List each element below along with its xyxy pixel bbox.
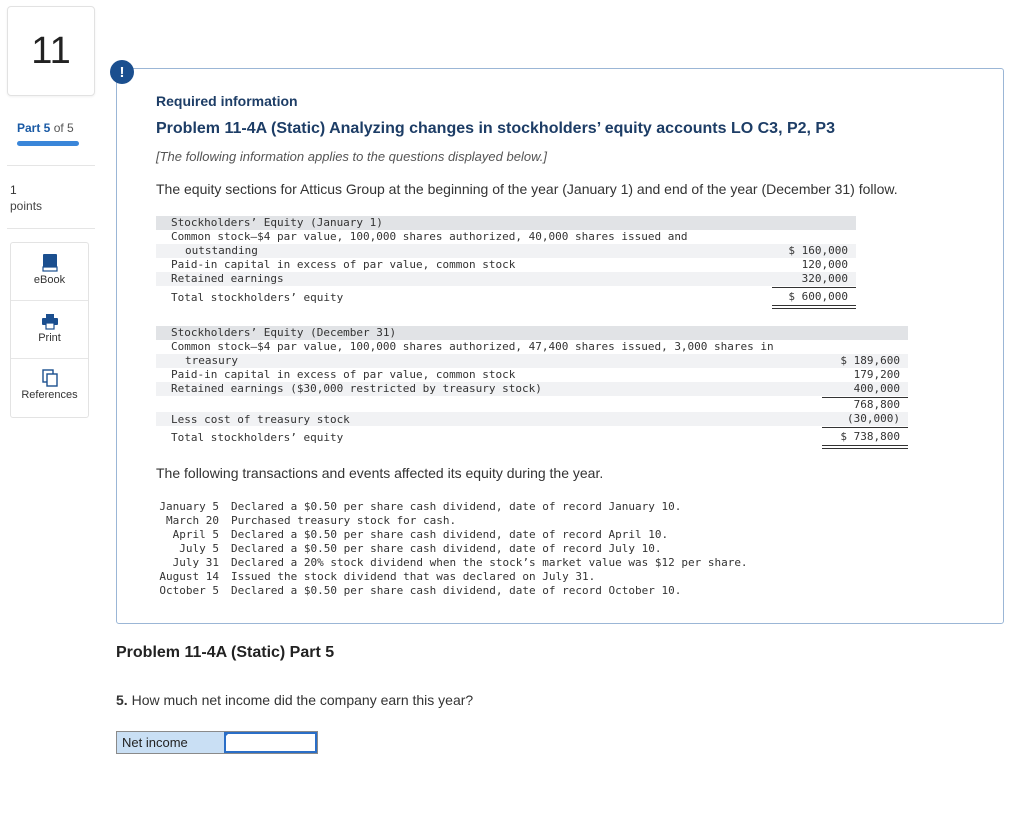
transaction-date: October 5 [159,584,219,597]
part-current: Part 5 [17,121,51,135]
dec-row-label: Paid-in capital in excess of par value, common stock [171,368,516,381]
ebook-button[interactable] [11,253,88,286]
ebook-label: eBook [33,274,66,286]
dec-row-label: Common stock—$4 par value, 100,000 shares authorized, 47,400 shares issued, 3,000 shares in [171,340,774,353]
dec-treasury-label: Less cost of treasury stock [171,413,350,426]
points-value: 1 [10,183,17,197]
print-label: Print [38,332,61,344]
transaction-text: Purchased treasury stock for cash. [231,514,457,527]
question-number-label: 5. [116,692,128,708]
points-label: points [10,199,43,213]
book-icon [42,253,58,272]
net-income-input[interactable] [224,732,317,753]
double-underline [822,445,908,446]
print-button[interactable] [11,313,88,344]
dec-total-value: $ 738,800 [840,430,900,443]
printer-icon [41,313,59,330]
question-text [116,692,473,708]
transaction-date: March 20 [166,514,219,527]
part-total: of 5 [53,121,74,135]
jan-total-label: Total stockholders’ equity [171,291,344,304]
net-income-label: Net income [117,732,224,753]
input-marker [224,732,230,738]
dec-row-value: $ 189,600 [840,354,900,367]
double-underline [772,305,856,306]
row-stripe [156,244,856,258]
transaction-date: August 14 [159,570,219,583]
dec-row-value: 179,200 [853,368,900,381]
jan-row-value: 320,000 [801,272,848,285]
jan-table-header: Stockholders’ Equity (January 1) [156,216,856,230]
jan-row-label: Paid-in capital in excess of par value, common stock [171,258,516,271]
answer-input-wrap [224,732,317,753]
problem-title: Problem 11-4A (Static) Analyzing changes in stockholders’ equity accounts LO C3, P2, P3 [156,120,835,137]
answer-row [116,731,318,754]
dec-treasury-value: (30,000) [847,412,900,425]
transaction-date: July 31 [172,556,219,569]
transaction-text: Declared a $0.50 per share cash dividend, date of record January 10. [231,500,682,513]
transaction-date: July 5 [179,542,219,555]
part-indicator [17,121,74,135]
references-label: References [21,389,78,401]
underline [822,427,908,428]
resource-divider [11,300,88,301]
dec-row-label: Retained earnings ($30,000 restricted by treasury stock) [171,382,542,395]
jan-row-label: Retained earnings [171,272,284,285]
jan-row-label: Common stock—$4 par value, 100,000 shares authorized, 40,000 shares issued and [171,230,688,243]
row-stripe [156,354,908,368]
alert-icon: ! [110,60,134,84]
jan-row-value: 120,000 [801,258,848,271]
dec-table-header: Stockholders’ Equity (December 31) [156,326,908,340]
required-info-title: Required information [156,93,298,109]
references-icon [42,369,58,387]
dec-row-value: 400,000 [853,382,900,395]
dec-total-label: Total stockholders’ equity [171,431,344,444]
double-underline [772,308,856,309]
references-button[interactable] [11,369,88,401]
transaction-text: Issued the stock dividend that was declared on July 31. [231,570,596,583]
transactions-intro: The following transactions and events affected its equity during the year. [156,465,604,481]
part-progress-bar [17,141,79,146]
resource-divider [11,358,88,359]
resources-panel [10,242,89,418]
dec-subtotal-value: 768,800 [853,398,900,411]
question-number: 11 [7,6,95,96]
dec-row-label-cont: treasury [185,354,238,367]
transaction-date: April 5 [172,528,219,541]
jan-total-value: $ 600,000 [788,290,848,303]
transaction-text: Declared a $0.50 per share cash dividend, date of record April 10. [231,528,669,541]
jan-row-label-cont: outstanding [185,244,258,257]
part-title: Problem 11-4A (Static) Part 5 [116,644,335,661]
transaction-text: Declared a 20% stock dividend when the stock’s market value was $12 per share. [231,556,748,569]
question-prompt: How much net income did the company earn this year? [131,692,474,708]
intro-text: The equity sections for Atticus Group at the beginning of the year (January 1) and end of the year (December 31) follow. [156,181,898,197]
underline [772,287,856,288]
sidebar-divider [7,228,95,229]
transaction-date: January 5 [159,500,219,513]
applies-note: [The following information applies to the questions displayed below.] [156,149,547,164]
transaction-text: Declared a $0.50 per share cash dividend, date of record October 10. [231,584,682,597]
transaction-text: Declared a $0.50 per share cash dividend, date of record July 10. [231,542,662,555]
jan-row-value: $ 160,000 [788,244,848,257]
double-underline [822,448,908,449]
sidebar-divider [7,165,95,166]
